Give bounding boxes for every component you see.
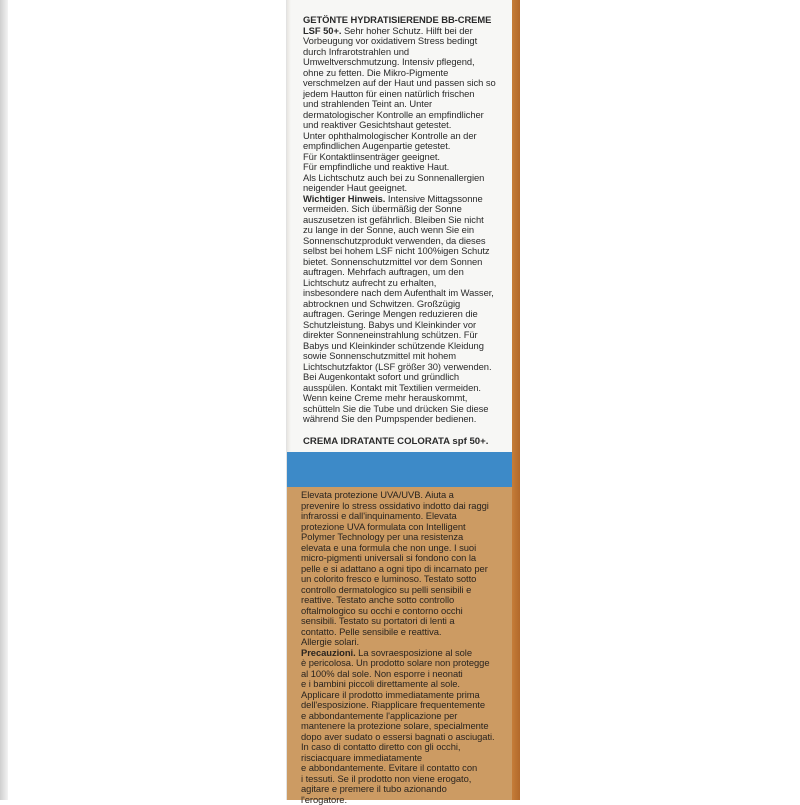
italian-text-block (301, 490, 507, 805)
italian-warning-label: Precauzioni. (301, 646, 356, 658)
package-right-fold (512, 0, 520, 800)
german-warning-label: Wichtiger Hinweis. (303, 192, 386, 204)
left-edge-shadow (0, 0, 8, 800)
german-body: Sehr hoher Schutz. Hilft bei der Vorbeugung vor oxidativem Stress bedingt durch Infrarotstrahlen und Umweltverschmutzung. Intensiv pflegend, ohne zu fetten. Die Mikro-Pigmente verschmelzen auf der Haut und passen sich so jedem Hautton für einen natürlich frischen und strahlenden Teint an. Unter dermatologischer Kontrolle an empfindlicher und reaktiver Gesichtshaut getestet. Unter ophthalmologischer Kontrolle an der empfindlichen Augenpartie getestet. Für Kontaktlinsenträger geeignet. Für empfindliche und reaktive Haut. Als Lichtschutz auch bei zu Sonnenallergien neigender Haut geeignet. (303, 24, 496, 193)
german-warning-text: Intensive Mittagssonne vermeiden. Sich übermäßig der Sonne auszusetzen ist gefährlich. Bleiben Sie nicht zu lange in der Sonne, auch wenn Sie ein Sonnenschutzprodukt verwenden, da dieses selbst bei hohem LSF nicht 100%igen Schutz bietet. Sonnenschutzmittel vor dem Sonnen auftragen. Mehrfach auftragen, um den Lichtschutz aufrecht zu erhalten, insbesondere nach dem Aufenthalt im Wasser, abtrocknen und Schwitzen. Großzügig auftragen. Geringe Mengen reduzieren die Schutzleistung. Babys und Kleinkinder vor direkter Sonneneinstrahlung schützen. Für Babys und Kleinkinder schützende Kleidung sowie Sonnenschutzmittel mit hohem Lichtschutzfaktor (LSF größer 30) verwenden. Bei Augenkontakt sofort und gründlich ausspülen. Kontakt mit Textilien vermeiden. Wenn keine Creme mehr herauskommt, schütteln Sie die Tube und drücken Sie diese während Sie den Pumpspender bedienen. (303, 192, 494, 424)
italian-body: Elevata protezione UVA/UVB. Aiuta a prevenire lo stress ossidativo indotto dai raggi infrarossi e dall'inquinamento. Elevata protezione UVA formulata con Intelligent Polymer Technology per una resistenza elevata e una formula che non unge. I suoi micro-pigmenti universali si fondono con la pelle e si adattano a ogni tipo di incarnato per un colorito fresco e luminoso. Testato sotto controllo dermatologico su pelli sensibili e reattive. Testato anche sotto controllo oftalmologico su occhi e contorno occhi sensibili. Testato su portatori di lenti a contatto. Pelle sensibile e reattiva. Allergie solari. (301, 489, 489, 647)
german-heading: GETÖNTE HYDRATISIERENDE BB-CREME LSF 50+. (303, 14, 492, 36)
italian-warning-text: La sovraesposizione al sole è pericolosa. Un prodotto solare non protegge al 100% dal sole. Non esporre i neonati e i bambini piccoli direttamente al sole. Applicare il prodotto immediatamente prima dell'esposizione. Riapplicare frequentemente e abbondantemente l'applicazione per mantenere la protezione solare, specialmente dopo aver sudato o essersi bagnati o asciugati. In caso di contatto diretto con gli occhi, risciacquare immediatamente e abbondantemente. Evitare il contatto con i tessuti. Se il prodotto non viene erogato, agitare e premere il tubo azionando l'erogatore. (301, 646, 495, 805)
german-text-block (303, 15, 509, 425)
italian-title: CREMA IDRATANTE COLORATA spf 50+. (303, 436, 489, 447)
blue-band (287, 452, 512, 487)
